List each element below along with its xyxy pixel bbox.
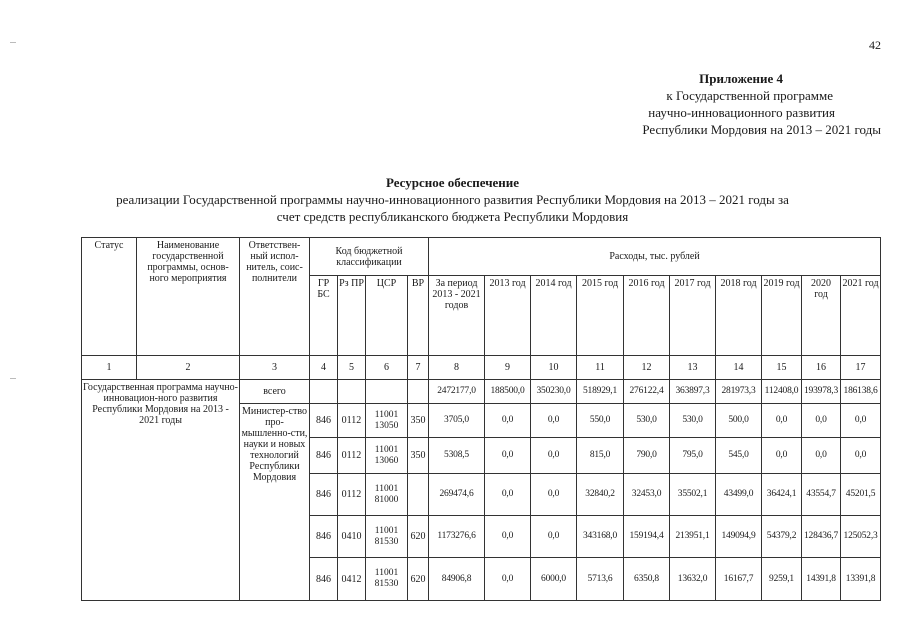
value-cell: 3705,0 xyxy=(429,404,485,438)
scan-artifact xyxy=(10,42,16,43)
total-value: 2472177,0 xyxy=(429,380,485,404)
header-name: Наименование государственной программы, основ-ного мероприятия xyxy=(137,238,240,356)
column-number: 11 xyxy=(577,356,624,380)
value-cell: 36424,1 xyxy=(762,474,802,516)
value-cell: 0,0 xyxy=(485,516,531,558)
header-vr: ВР xyxy=(408,276,429,356)
header-expenses: Расходы, тыс. рублей xyxy=(429,238,881,276)
header-year: 2014 год xyxy=(531,276,577,356)
vr-cell: 620 xyxy=(408,516,429,558)
column-number: 3 xyxy=(240,356,310,380)
csr-cell: 11001 81530 xyxy=(366,558,408,601)
column-number: 14 xyxy=(716,356,762,380)
header-year: 2013 год xyxy=(485,276,531,356)
rzpr-cell: 0112 xyxy=(338,438,366,474)
column-number: 10 xyxy=(531,356,577,380)
value-cell: 213951,1 xyxy=(670,516,716,558)
header-status: Статус xyxy=(82,238,137,356)
value-cell: 0,0 xyxy=(485,558,531,601)
scan-artifact xyxy=(10,378,16,379)
value-cell: 0,0 xyxy=(841,404,881,438)
rzpr-cell: 0112 xyxy=(338,474,366,516)
value-cell: 35502,1 xyxy=(670,474,716,516)
value-cell: 43499,0 xyxy=(716,474,762,516)
empty-cell xyxy=(366,380,408,404)
value-cell: 0,0 xyxy=(485,438,531,474)
column-number: 4 xyxy=(310,356,338,380)
value-cell: 13391,8 xyxy=(841,558,881,601)
value-cell: 5713,6 xyxy=(577,558,624,601)
grbs-cell: 846 xyxy=(310,516,338,558)
column-number: 15 xyxy=(762,356,802,380)
value-cell: 0,0 xyxy=(531,438,577,474)
total-label: всего xyxy=(240,380,310,404)
total-value: 112408,0 xyxy=(762,380,802,404)
header-csr: ЦСР xyxy=(366,276,408,356)
appendix-line: научно-инновационного развития xyxy=(648,105,835,120)
value-cell: 5308,5 xyxy=(429,438,485,474)
header-year: 2017 год xyxy=(670,276,716,356)
program-name: Государственная программа научно-инновацион-ного развития Республики Мордовия на 2013 - 2021 годы xyxy=(82,380,240,601)
total-value: 276122,4 xyxy=(624,380,670,404)
value-cell: 0,0 xyxy=(531,516,577,558)
csr-cell: 11001 81530 xyxy=(366,516,408,558)
grbs-cell: 846 xyxy=(310,558,338,601)
value-cell: 54379,2 xyxy=(762,516,802,558)
value-cell: 815,0 xyxy=(577,438,624,474)
header-year: 2019 год xyxy=(762,276,802,356)
column-number: 1 xyxy=(82,356,137,380)
grbs-cell: 846 xyxy=(310,474,338,516)
value-cell: 500,0 xyxy=(716,404,762,438)
header-grbs: ГР БС xyxy=(310,276,338,356)
ministry-name: Министер-ство про-мышленно-сти, науки и новых технологий Республики Мордовия xyxy=(240,404,310,601)
column-number: 7 xyxy=(408,356,429,380)
value-cell: 125052,3 xyxy=(841,516,881,558)
value-cell: 9259,1 xyxy=(762,558,802,601)
value-cell: 32840,2 xyxy=(577,474,624,516)
csr-cell: 11001 13060 xyxy=(366,438,408,474)
value-cell: 0,0 xyxy=(762,438,802,474)
value-cell: 16167,7 xyxy=(716,558,762,601)
header-budget-code: Код бюджетной классификации xyxy=(310,238,429,276)
header-period: За период 2013 - 2021 годов xyxy=(429,276,485,356)
header-year: 2016 год xyxy=(624,276,670,356)
header-executor: Ответствен-ный испол-нитель, соис-полнители xyxy=(240,238,310,356)
rzpr-cell: 0412 xyxy=(338,558,366,601)
value-cell: 530,0 xyxy=(670,404,716,438)
value-cell: 0,0 xyxy=(531,404,577,438)
value-cell: 1173276,6 xyxy=(429,516,485,558)
value-cell: 550,0 xyxy=(577,404,624,438)
vr-cell: 350 xyxy=(408,438,429,474)
page-number: 42 xyxy=(869,38,881,52)
rzpr-cell: 0112 xyxy=(338,404,366,438)
appendix-line: Республики Мордовия на 2013 – 2021 годы xyxy=(642,122,881,137)
header-year: 2020 год xyxy=(802,276,841,356)
column-number: 8 xyxy=(429,356,485,380)
value-cell: 0,0 xyxy=(485,404,531,438)
value-cell: 14391,8 xyxy=(802,558,841,601)
value-cell: 269474,6 xyxy=(429,474,485,516)
total-value: 186138,6 xyxy=(841,380,881,404)
appendix-line: к Государственной программе xyxy=(666,88,833,103)
header-rzpr: Рз ПР xyxy=(338,276,366,356)
value-cell: 0,0 xyxy=(802,404,841,438)
heading-line: реализации Государственной программы научно-инновационного развития Республики Мордовия на 2013 – 2021 годы за xyxy=(116,192,789,207)
value-cell: 530,0 xyxy=(624,404,670,438)
column-number: 12 xyxy=(624,356,670,380)
rzpr-cell: 0410 xyxy=(338,516,366,558)
resource-table xyxy=(81,237,881,601)
value-cell: 0,0 xyxy=(531,474,577,516)
value-cell: 0,0 xyxy=(762,404,802,438)
column-number: 13 xyxy=(670,356,716,380)
column-number: 17 xyxy=(841,356,881,380)
value-cell: 43554,7 xyxy=(802,474,841,516)
heading-line: счет средств республиканского бюджета Республики Мордовия xyxy=(276,209,629,224)
vr-cell: 620 xyxy=(408,558,429,601)
empty-cell xyxy=(310,380,338,404)
grbs-cell: 846 xyxy=(310,404,338,438)
value-cell: 6350,8 xyxy=(624,558,670,601)
table-row-total xyxy=(82,380,881,404)
column-number: 9 xyxy=(485,356,531,380)
value-cell: 13632,0 xyxy=(670,558,716,601)
value-cell: 128436,7 xyxy=(802,516,841,558)
column-number: 16 xyxy=(802,356,841,380)
appendix-title: Приложение 4 xyxy=(699,71,783,86)
vr-cell: 350 xyxy=(408,404,429,438)
column-number: 6 xyxy=(366,356,408,380)
column-number: 5 xyxy=(338,356,366,380)
document-heading xyxy=(0,174,905,225)
csr-cell: 11001 81000 xyxy=(366,474,408,516)
value-cell: 0,0 xyxy=(841,438,881,474)
total-value: 518929,1 xyxy=(577,380,624,404)
value-cell: 790,0 xyxy=(624,438,670,474)
column-number-row xyxy=(82,356,881,380)
value-cell: 6000,0 xyxy=(531,558,577,601)
value-cell: 0,0 xyxy=(485,474,531,516)
header-year: 2018 год xyxy=(716,276,762,356)
total-value: 193978,3 xyxy=(802,380,841,404)
value-cell: 32453,0 xyxy=(624,474,670,516)
grbs-cell: 846 xyxy=(310,438,338,474)
empty-cell xyxy=(338,380,366,404)
value-cell: 0,0 xyxy=(802,438,841,474)
header-year: 2021 год xyxy=(841,276,881,356)
csr-cell: 11001 13050 xyxy=(366,404,408,438)
value-cell: 343168,0 xyxy=(577,516,624,558)
value-cell: 149094,9 xyxy=(716,516,762,558)
header-year: 2015 год xyxy=(577,276,624,356)
total-value: 281973,3 xyxy=(716,380,762,404)
value-cell: 84906,8 xyxy=(429,558,485,601)
value-cell: 45201,5 xyxy=(841,474,881,516)
empty-cell xyxy=(408,380,429,404)
appendix-block xyxy=(581,70,881,138)
total-value: 350230,0 xyxy=(531,380,577,404)
value-cell: 545,0 xyxy=(716,438,762,474)
heading-title: Ресурсное обеспечение xyxy=(385,175,520,190)
column-number: 2 xyxy=(137,356,240,380)
vr-cell xyxy=(408,474,429,516)
total-value: 188500,0 xyxy=(485,380,531,404)
value-cell: 795,0 xyxy=(670,438,716,474)
value-cell: 159194,4 xyxy=(624,516,670,558)
total-value: 363897,3 xyxy=(670,380,716,404)
